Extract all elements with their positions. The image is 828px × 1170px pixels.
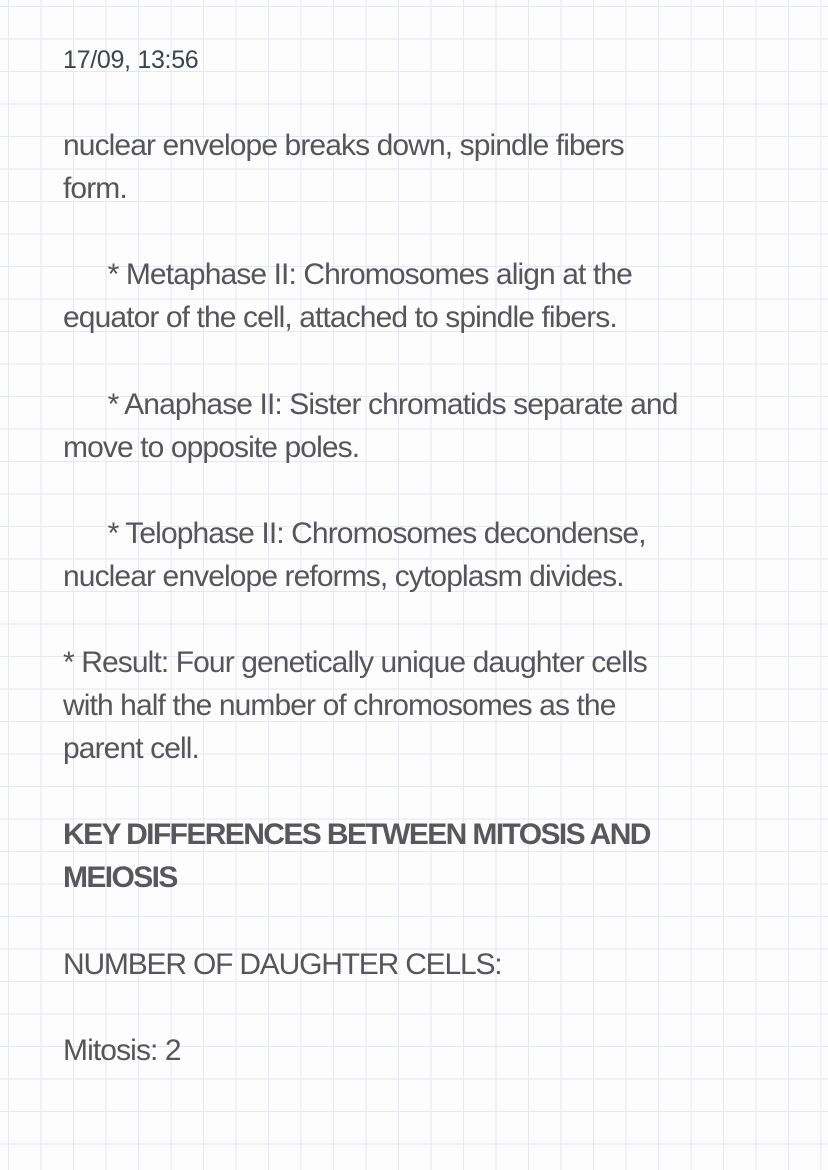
note-line-mitosis: Mitosis: 2: [63, 1034, 181, 1067]
note-paragraph-result: * Result: Four genetically unique daughter cells with half the number of chromosomes as the parent cell.: [63, 646, 647, 765]
note-paragraph-metaphase: * Metaphase II: Chromosomes align at the equator of the cell, attached to spindle fibers.: [63, 258, 632, 334]
note-paragraph-prophase-end: nuclear envelope breaks down, spindle fibers form.: [63, 129, 624, 205]
note-paragraph-telophase: * Telophase II: Chromosomes decondense, nuclear envelope reforms, cytoplasm divides.: [63, 517, 646, 593]
note-paragraph-anaphase: * Anaphase II: Sister chromatids separate and move to opposite poles.: [63, 388, 678, 464]
note-heading-key-differences: KEY DIFFERENCES BETWEEN MITOSIS AND MEIOSIS: [63, 818, 650, 894]
note-subheading-daughter-cells: NUMBER OF DAUGHTER CELLS:: [63, 948, 502, 981]
note-timestamp: 17/09, 13:56: [63, 46, 199, 74]
